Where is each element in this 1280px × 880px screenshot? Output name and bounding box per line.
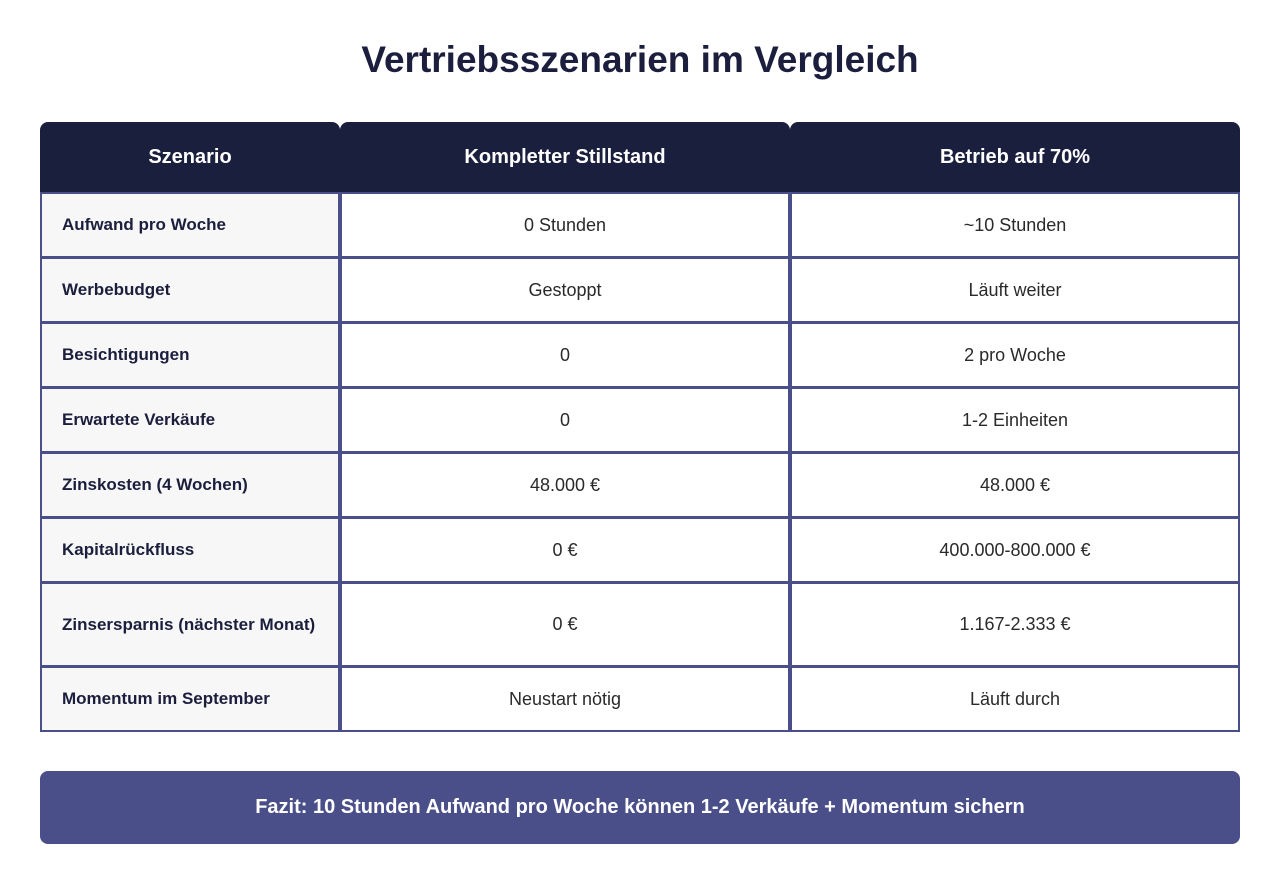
cell-betrieb: 2 pro Woche xyxy=(790,324,1240,389)
row-label: Momentum im September xyxy=(40,668,340,732)
table-row xyxy=(40,668,1240,732)
page-title: Vertriebsszenarien im Vergleich xyxy=(361,39,919,80)
table-row xyxy=(40,259,1240,324)
cell-betrieb: ~10 Stunden xyxy=(790,194,1240,259)
cell-stillstand: 0 xyxy=(340,389,790,454)
cell-stillstand: 0 xyxy=(340,324,790,389)
row-label: Kapitalrückfluss xyxy=(40,519,340,584)
cell-stillstand: 0 € xyxy=(340,519,790,584)
cell-betrieb: 48.000 € xyxy=(790,454,1240,519)
table-row xyxy=(40,519,1240,584)
table-row xyxy=(40,584,1240,668)
table-row xyxy=(40,194,1240,259)
comparison-table-container xyxy=(40,122,1240,732)
row-label: Aufwand pro Woche xyxy=(40,194,340,259)
row-label: Werbebudget xyxy=(40,259,340,324)
summary-banner xyxy=(40,771,1240,844)
cell-betrieb: 1.167-2.333 € xyxy=(790,584,1240,668)
cell-betrieb: 1-2 Einheiten xyxy=(790,389,1240,454)
cell-betrieb: Läuft durch xyxy=(790,668,1240,732)
table-row xyxy=(40,324,1240,389)
cell-stillstand: 0 Stunden xyxy=(340,194,790,259)
row-label: Zinsersparnis (nächster Monat) xyxy=(40,584,340,668)
table-header-row xyxy=(40,122,1240,194)
summary-text: Fazit: 10 Stunden Aufwand pro Woche können 1-2 Verkäufe + Momentum sichern xyxy=(255,796,1025,818)
row-label: Besichtigungen xyxy=(40,324,340,389)
row-label: Erwartete Verkäufe xyxy=(40,389,340,454)
row-label: Zinskosten (4 Wochen) xyxy=(40,454,340,519)
header-szenario: Szenario xyxy=(40,122,340,194)
comparison-table xyxy=(40,122,1240,732)
table-row xyxy=(40,389,1240,454)
cell-stillstand: 48.000 € xyxy=(340,454,790,519)
cell-stillstand: Gestoppt xyxy=(340,259,790,324)
cell-betrieb: Läuft weiter xyxy=(790,259,1240,324)
table-row xyxy=(40,454,1240,519)
header-betrieb-70: Betrieb auf 70% xyxy=(790,122,1240,194)
cell-stillstand: Neustart nötig xyxy=(340,668,790,732)
cell-betrieb: 400.000-800.000 € xyxy=(790,519,1240,584)
header-kompletter-stillstand: Kompletter Stillstand xyxy=(340,122,790,194)
cell-stillstand: 0 € xyxy=(340,584,790,668)
